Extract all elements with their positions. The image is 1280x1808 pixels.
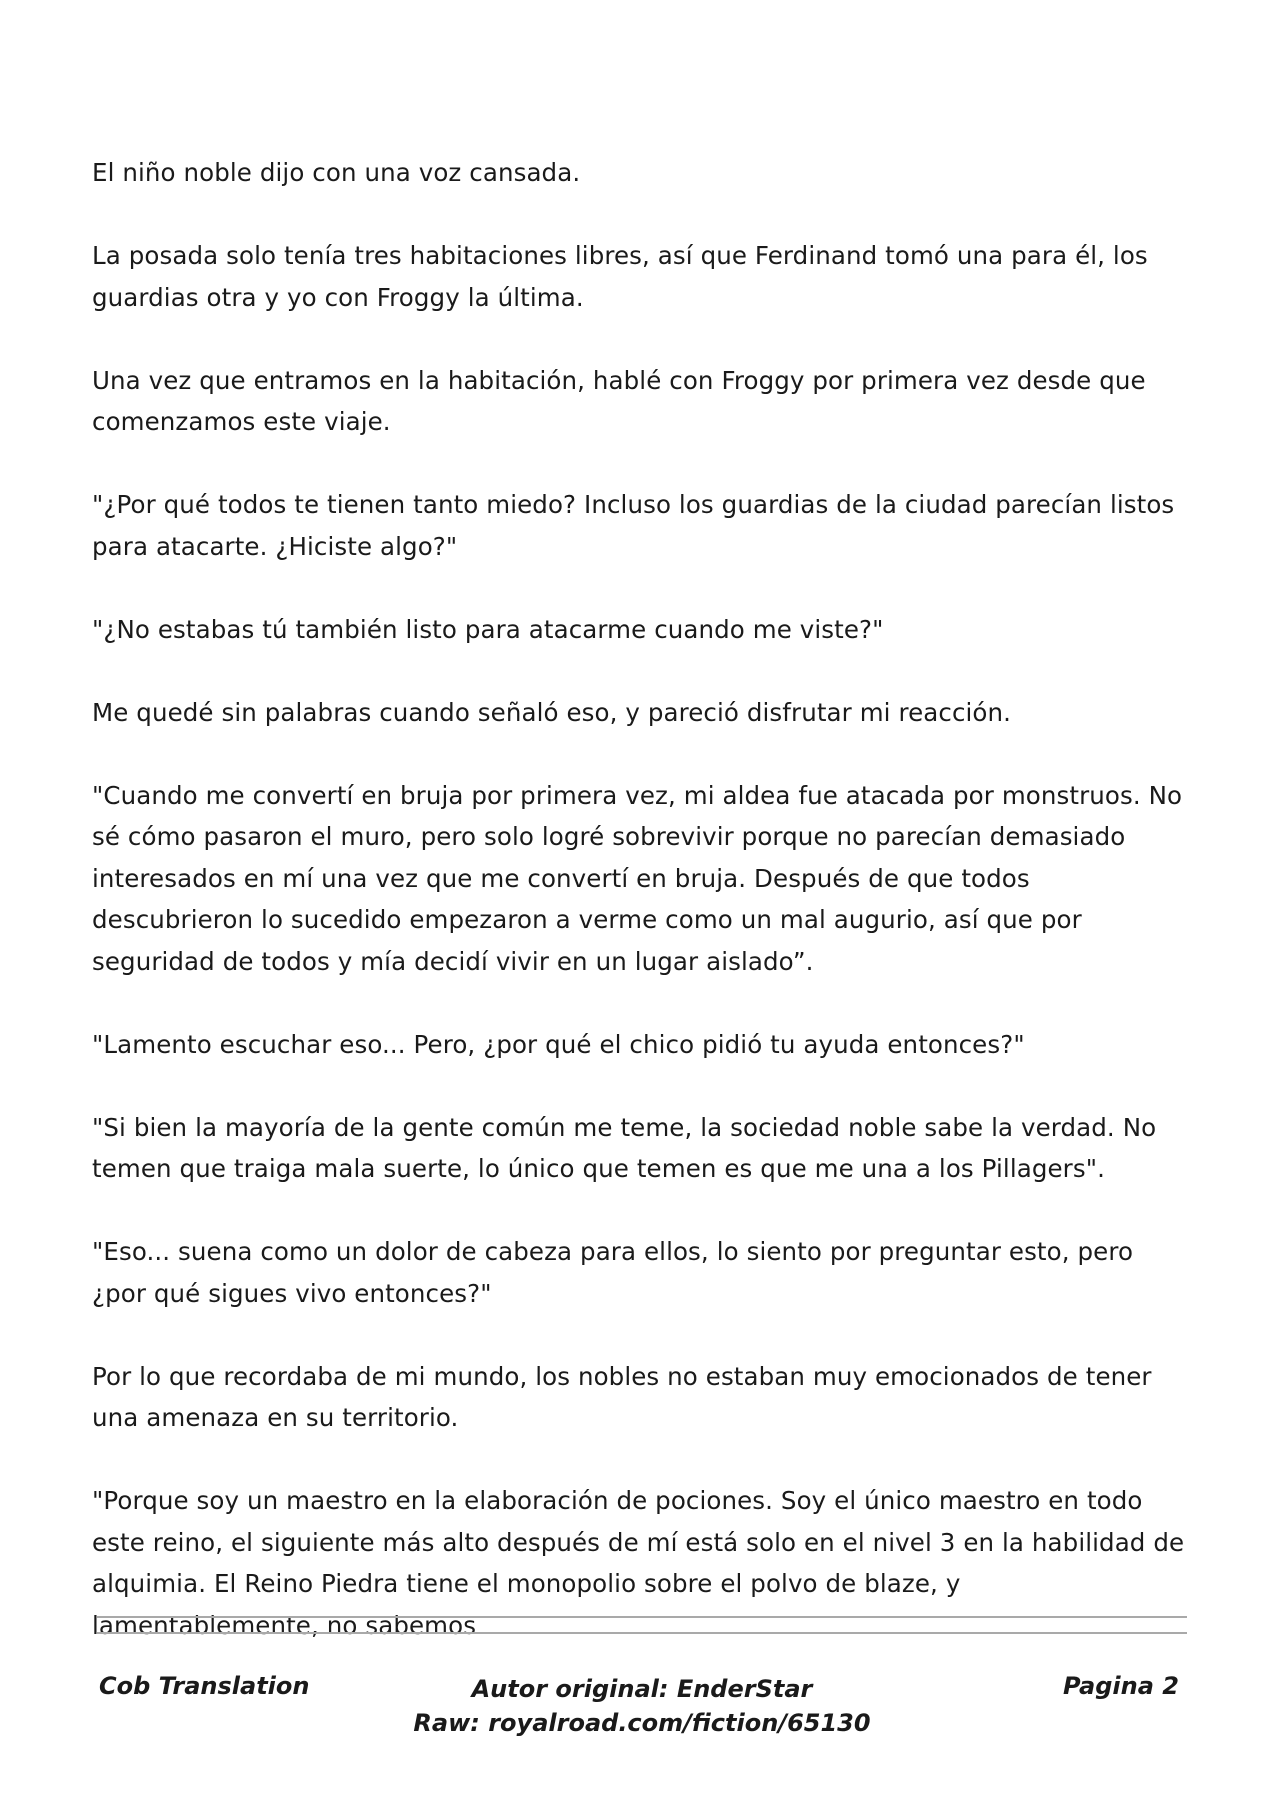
document-body xyxy=(92,152,1192,1646)
paragraph: Por lo que recordaba de mi mundo, los nobles no estaban muy emocionados de tener una amenaza en su territorio. xyxy=(92,1361,1152,1432)
footer-divider-top xyxy=(97,1616,1187,1618)
paragraph: "Eso... suena como un dolor de cabeza para ellos, lo siento por preguntar esto, pero ¿por qué sigues vivo entonces?" xyxy=(92,1237,1134,1308)
paragraph: "Si bien la mayoría de la gente común me teme, la sociedad noble sabe la verdad. No temen que traiga mala suerte, lo único que temen es que me una a los Pillagers". xyxy=(92,1112,1157,1183)
paragraph: "Cuando me convertí en bruja por primera vez, mi aldea fue atacada por monstruos. No sé cómo pasaron el muro, pero solo logré sobrevivir porque no parecían demasiado interesados en mí una vez que me convertí en bruja. Después de que todos descubrieron lo sucedido empezaron a verme como un mal augurio, así que por seguridad de todos y mía decidí vivir en un lugar aislado”. xyxy=(92,780,1183,976)
footer-credits xyxy=(97,1672,1187,1740)
paragraph: La posada solo tenía tres habitaciones libres, así que Ferdinand tomó una para él, los guardias otra y yo con Froggy la última. xyxy=(92,241,1148,312)
paragraph: "Lamento escuchar eso... Pero, ¿por qué el chico pidió tu ayuda entonces?" xyxy=(92,1029,1025,1059)
paragraph: "¿No estabas tú también listo para atacarme cuando me viste?" xyxy=(92,614,884,644)
paragraph: Una vez que entramos en la habitación, hablé con Froggy por primera vez desde que comenzamos este viaje. xyxy=(92,365,1146,436)
paragraph: "Porque soy un maestro en la elaboración de pociones. Soy el único maestro en todo este reino, el siguiente más alto después de mí está solo en el nivel 3 en la habilidad de alquimia. El Reino Piedra tiene el monopolio sobre el polvo de blaze, y lamentablemente, no sabemos xyxy=(92,1486,1185,1640)
page-footer xyxy=(97,1660,1187,1740)
footer-author: Autor original: EnderStar xyxy=(471,1675,813,1703)
footer-translator: Cob Translation xyxy=(99,1672,310,1700)
paragraph: Me quedé sin palabras cuando señaló eso, y pareció disfrutar mi reacción. xyxy=(92,697,1012,727)
paragraph: El niño noble dijo con una voz cansada. xyxy=(92,158,581,187)
footer-divider-bottom xyxy=(97,1632,1187,1634)
footer-raw-source: Raw: royalroad.com/fiction/65130 xyxy=(413,1709,871,1737)
footer-page-number: Pagina 2 xyxy=(1063,1672,1179,1700)
paragraph: "¿Por qué todos te tienen tanto miedo? Incluso los guardias de la ciudad parecían listos para atacarte. ¿Hiciste algo?" xyxy=(92,490,1175,561)
